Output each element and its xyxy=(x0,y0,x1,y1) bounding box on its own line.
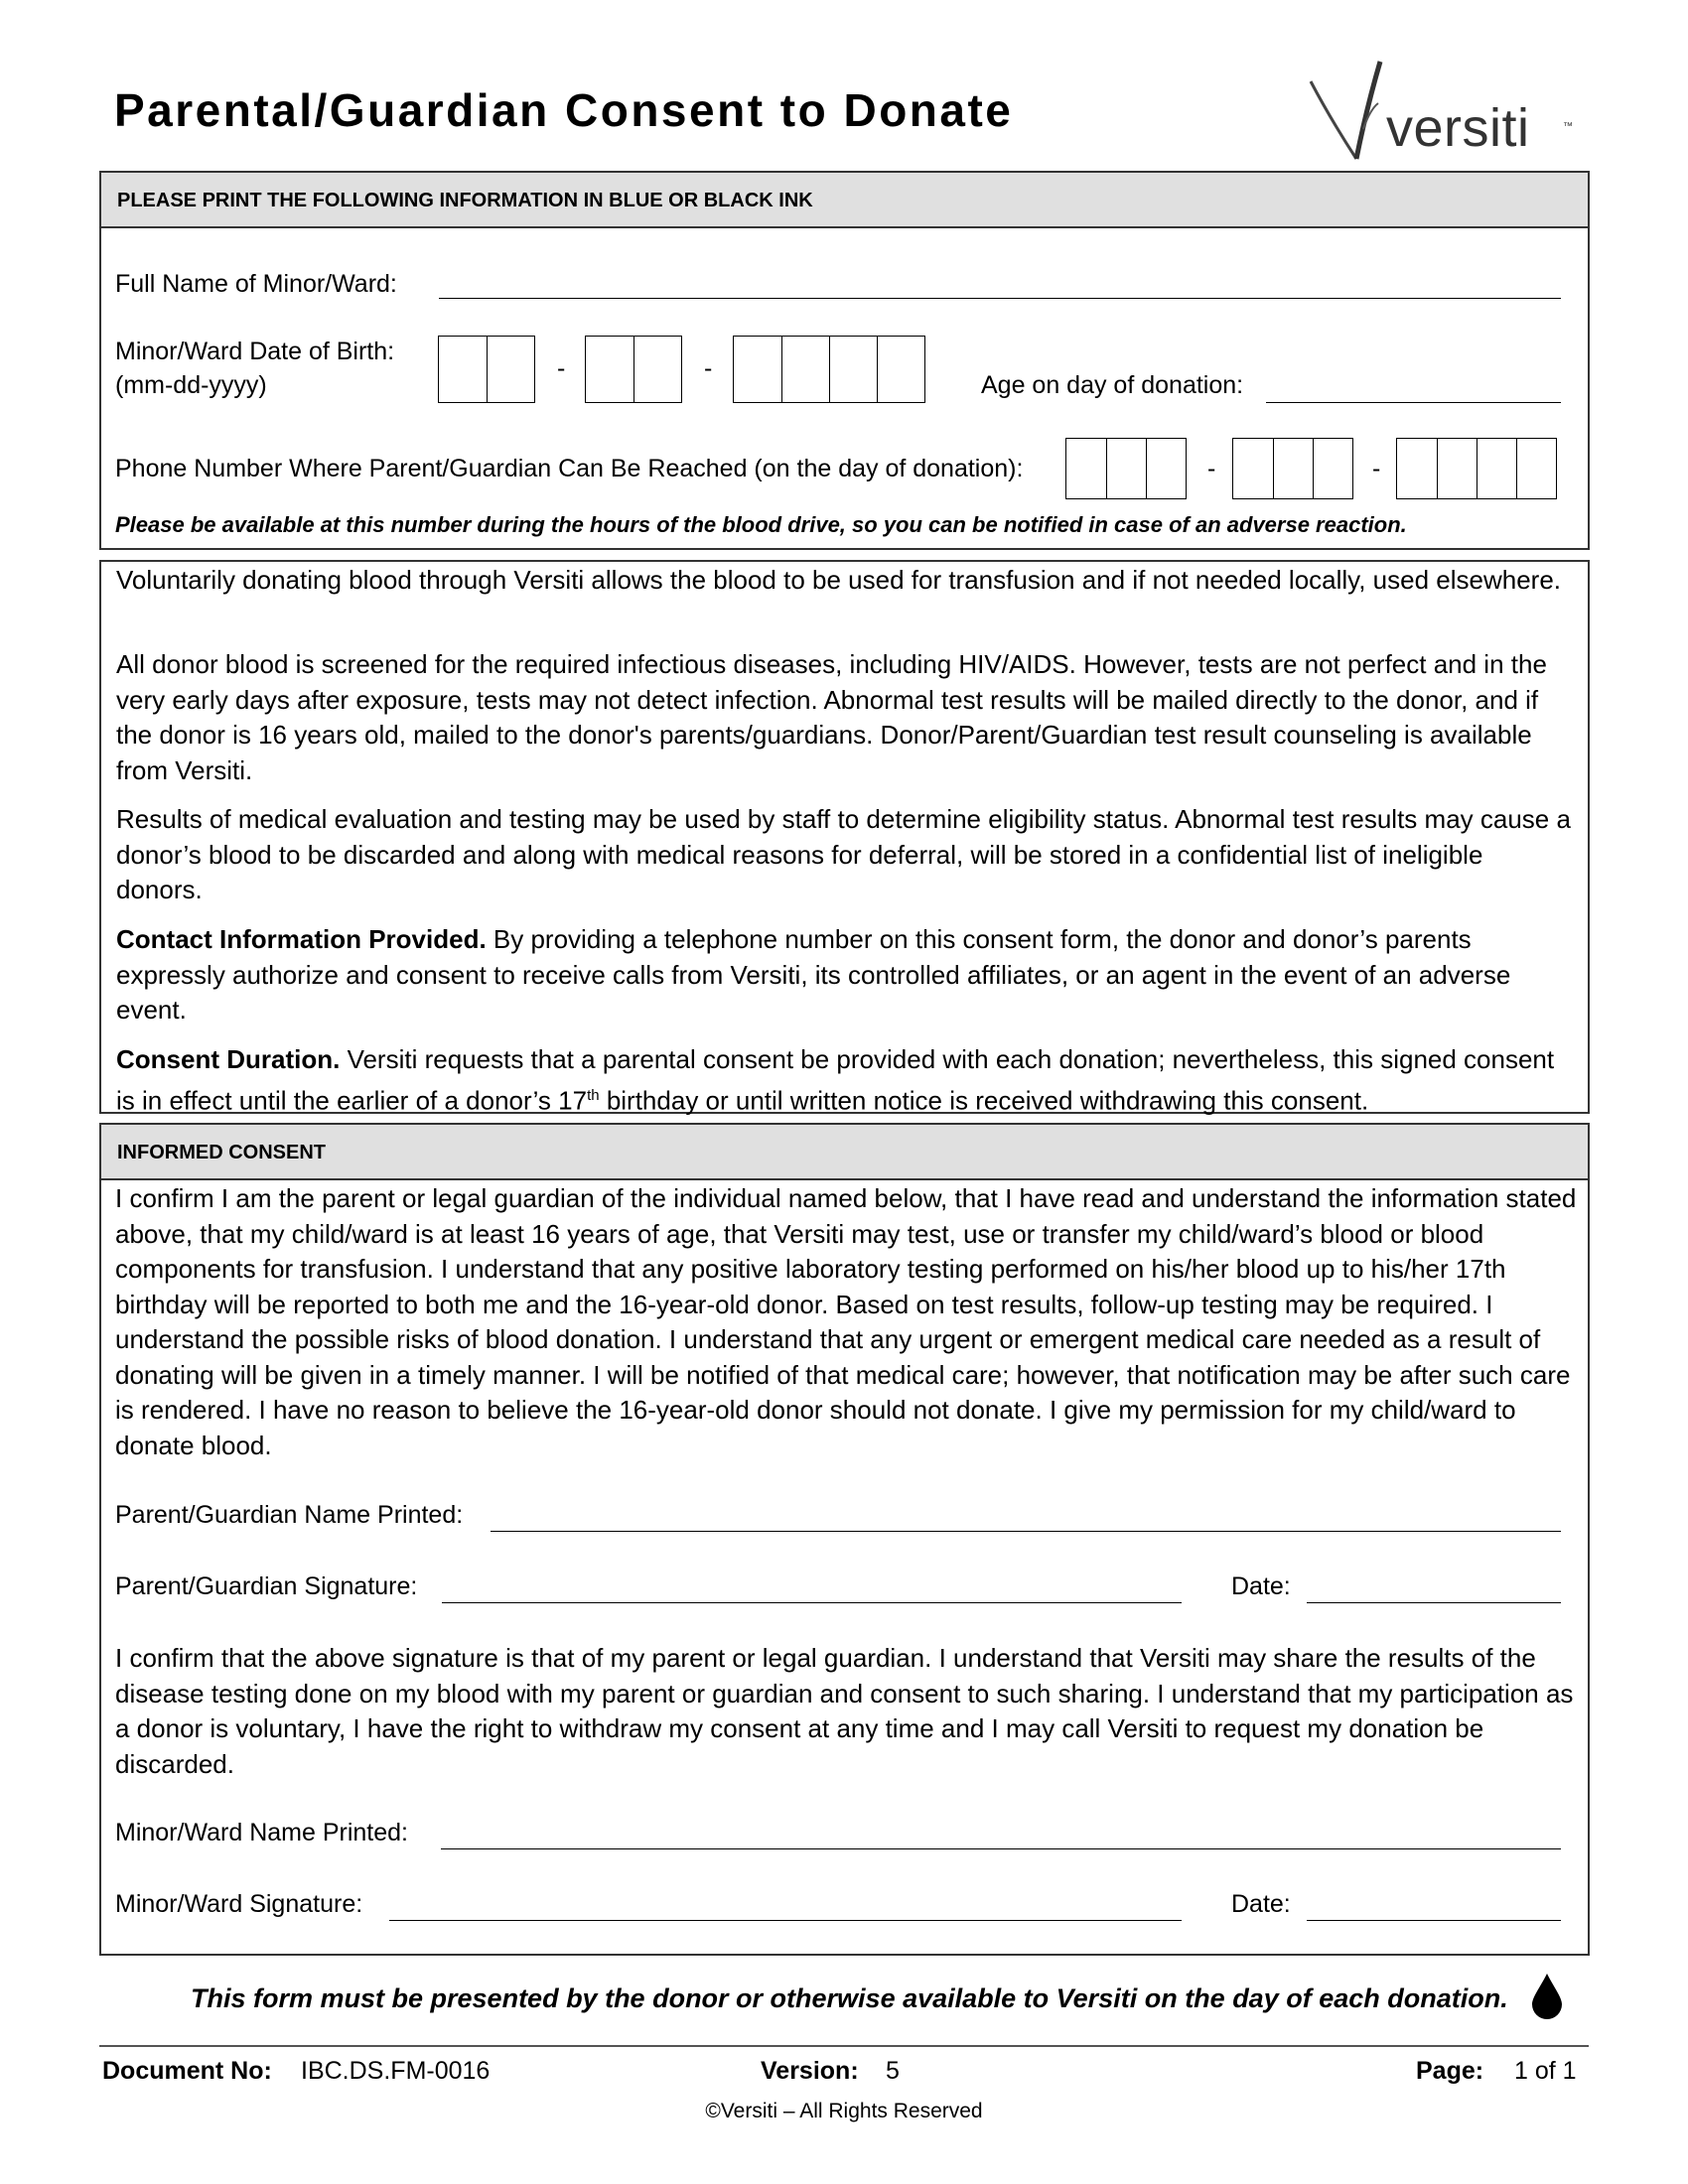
consent-duration-heading: Consent Duration. xyxy=(116,1044,341,1074)
minor-date-label: Date: xyxy=(1231,1890,1291,1918)
minor-signature-field[interactable] xyxy=(389,1920,1182,1921)
minor-name-field[interactable] xyxy=(441,1848,1561,1849)
terms-paragraph: Voluntarily donating blood through Versiti allows the blood to be used for transfusion and if not needed locally, used elsewhere. xyxy=(116,565,1562,595)
info-section-header xyxy=(101,173,1588,228)
parent-signature-label: Parent/Guardian Signature: xyxy=(115,1572,418,1600)
terms-paragraph: Results of medical evaluation and testing may be used by staff to determine eligibility status. Abnormal test results may cause a donor’s blood to be discarded and along with medical reasons for deferral, will be stored in a confidential list of ineligible donors. xyxy=(116,804,1571,904)
page-value: 1 of 1 xyxy=(1514,2057,1577,2085)
page-label: Page: xyxy=(1416,2057,1484,2085)
terms-paragraph: All donor blood is screened for the required infectious diseases, including HIV/AIDS. However, tests are not perfect and in the very early days after exposure, tests may not detect infection. Abnormal test results will be mailed directly to the donor, and if the donor is 16 years old, mailed to the donor's parents/guardians. Donor/Parent/Guardian test result counseling is available from Versiti. xyxy=(116,649,1547,785)
minor-date-field[interactable] xyxy=(1307,1920,1561,1921)
availability-note: Please be available at this number during the hours of the blood drive, so you can be notified in case of an adverse reaction. xyxy=(115,512,1407,537)
copyright-notice: ©Versiti – All Rights Reserved xyxy=(705,2100,983,2122)
parent-name-field[interactable] xyxy=(491,1531,1561,1532)
dob-separator: - xyxy=(557,354,566,382)
version-value: 5 xyxy=(886,2057,900,2085)
parent-signature-field[interactable] xyxy=(442,1602,1182,1603)
ordinal-suffix: th xyxy=(587,1086,600,1104)
full-name-field[interactable] xyxy=(439,298,1561,299)
version-label: Version: xyxy=(761,2057,859,2085)
age-field[interactable] xyxy=(1266,402,1561,403)
dob-format-hint: (mm-dd-yyyy) xyxy=(115,371,267,399)
parent-consent-statement: I confirm I am the parent or legal guardian of the individual named below, that I have read and understand the information stated above, that my child/ward is at least 16 years of age, that Versiti may test, use or transfer my child/ward’s blood or blood components for transfusion. I understand that any positive laboratory testing performed on his/her blood up to his/her 17th birthday will be reported to both me and the 16-year-old donor. Based on test results, follow-up testing may be required. I understand the possible risks of blood donation. I understand that any urgent or emergent medical care needed as a result of donating will be given in a timely manner. I will be notified of that medical care; however, that notification may be after such care is rendered. I have no reason to believe the 16-year-old donor should not donate. I give my permission for my child/ward to donate blood. xyxy=(115,1183,1577,1460)
dob-separator: - xyxy=(704,354,713,382)
document-number-value: IBC.DS.FM-0016 xyxy=(301,2057,491,2085)
trademark-symbol: ™ xyxy=(1563,121,1573,132)
document-number-label: Document No: xyxy=(102,2057,272,2085)
dob-label: Minor/Ward Date of Birth: xyxy=(115,338,395,365)
minor-confirmation-statement: I confirm that the above signature is that of my parent or legal guardian. I understand that Versiti may share the results of the disease testing done on my blood with my parent or guardian and consent to such sharing. I understand that my participation as a donor is voluntary, I have the right to withdraw my consent at any time and I may call Versiti to request my donation be discarded. xyxy=(115,1643,1574,1779)
presentation-note: This form must be presented by the donor or otherwise available to Versiti on the day of each donation. xyxy=(191,1983,1508,2013)
phone-prefix-boxes[interactable] xyxy=(1232,438,1353,499)
logo-wordmark: versiti xyxy=(1386,98,1530,158)
contact-info-heading: Contact Information Provided. xyxy=(116,924,487,954)
parent-date-label: Date: xyxy=(1231,1572,1291,1600)
parent-name-label: Parent/Guardian Name Printed: xyxy=(115,1501,464,1529)
dob-year-boxes[interactable] xyxy=(733,336,925,403)
blood-drop-icon xyxy=(1530,1972,1564,2024)
consent-duration-text-b: birthday or until written notice is received withdrawing this consent. xyxy=(599,1085,1369,1116)
dob-day-boxes[interactable] xyxy=(585,336,682,403)
parent-date-field[interactable] xyxy=(1307,1602,1561,1603)
full-name-label: Full Name of Minor/Ward: xyxy=(115,270,397,298)
page-title: Parental/Guardian Consent to Donate xyxy=(114,84,1014,136)
minor-name-label: Minor/Ward Name Printed: xyxy=(115,1819,408,1846)
phone-separator: - xyxy=(1372,455,1381,482)
phone-area-code-boxes[interactable] xyxy=(1065,438,1187,499)
minor-signature-label: Minor/Ward Signature: xyxy=(115,1890,363,1918)
footer-divider xyxy=(99,2045,1589,2047)
phone-label: Phone Number Where Parent/Guardian Can Be Reached (on the day of donation): xyxy=(115,455,1024,482)
contact-info-text: By providing a telephone number on this consent form, the donor and donor’s parents expressly authorize and consent to receive calls from Versiti, its controlled affiliates, or an agent in the event of an adverse event. xyxy=(116,924,1511,1024)
informed-consent-header xyxy=(101,1125,1588,1180)
versiti-logo xyxy=(1309,60,1577,169)
informed-consent-heading: INFORMED CONSENT xyxy=(117,1142,326,1163)
age-label: Age on day of donation: xyxy=(981,371,1244,399)
phone-separator: - xyxy=(1207,455,1216,482)
dob-month-boxes[interactable] xyxy=(438,336,535,403)
consent-duration-paragraph xyxy=(116,1042,1576,1119)
consent-duration-text-a: Versiti requests that a parental consent be provided with each donation; nevertheless, this signed consent is in effect until the earlier of a donor’s 17 xyxy=(116,1044,1555,1116)
contact-info-paragraph xyxy=(116,922,1576,1028)
phone-line-boxes[interactable] xyxy=(1396,438,1557,499)
info-section-heading: PLEASE PRINT THE FOLLOWING INFORMATION IN BLUE OR BLACK INK xyxy=(117,190,813,211)
